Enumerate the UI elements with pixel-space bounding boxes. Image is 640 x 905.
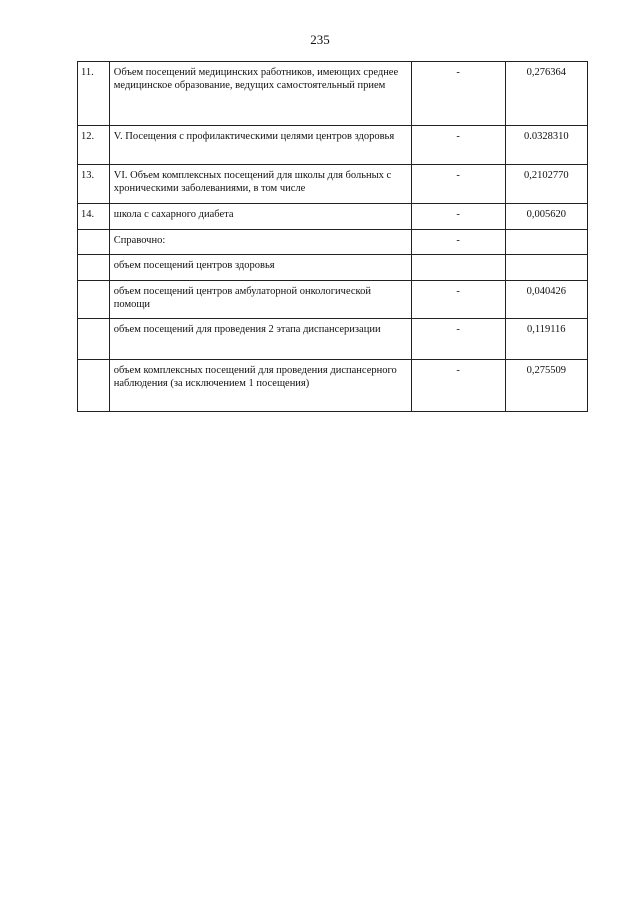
row-value: 0,276364 [505, 62, 587, 126]
table-row [78, 230, 588, 255]
row-value: 0,119116 [505, 319, 587, 360]
row-description: объем посещений центров амбулаторной онкологической помощи [109, 281, 411, 319]
table-row [78, 126, 588, 165]
row-description: V. Посещения с профилактическими целями центров здоровья [109, 126, 411, 165]
table-row [78, 204, 588, 230]
row-number [78, 319, 110, 360]
row-value [505, 255, 587, 281]
row-number: 12. [78, 126, 110, 165]
row-dash: - [411, 204, 505, 230]
row-number: 13. [78, 165, 110, 204]
row-description: объем посещений для проведения 2 этапа диспансеризации [109, 319, 411, 360]
table-row [78, 281, 588, 319]
row-description: Справочно: [109, 230, 411, 255]
data-table [77, 61, 588, 412]
row-value: 0,040426 [505, 281, 587, 319]
row-description: школа с сахарного диабета [109, 204, 411, 230]
row-dash: - [411, 281, 505, 319]
row-dash: - [411, 126, 505, 165]
row-dash: - [411, 165, 505, 204]
row-description: объем комплексных посещений для проведения диспансерного наблюдения (за исключением 1 посещения) [109, 360, 411, 412]
row-dash: - [411, 230, 505, 255]
row-number: 11. [78, 62, 110, 126]
table-row [78, 255, 588, 281]
row-dash: - [411, 360, 505, 412]
table-row [78, 319, 588, 360]
row-number: 14. [78, 204, 110, 230]
row-value: 0.0328310 [505, 126, 587, 165]
row-number [78, 255, 110, 281]
row-dash [411, 255, 505, 281]
row-description: Объем посещений медицинских работников, имеющих среднее медицинское образование, ведущих самостоятельный прием [109, 62, 411, 126]
row-value: 0,275509 [505, 360, 587, 412]
page-number: 235 [310, 32, 330, 47]
row-value: 0,2102770 [505, 165, 587, 204]
table-row [78, 165, 588, 204]
row-description: объем посещений центров здоровья [109, 255, 411, 281]
row-number [78, 360, 110, 412]
table-row [78, 62, 588, 126]
row-value [505, 230, 587, 255]
row-number [78, 230, 110, 255]
row-value: 0,005620 [505, 204, 587, 230]
table-row [78, 360, 588, 412]
row-number [78, 281, 110, 319]
row-description: VI. Объем комплексных посещений для школы для больных с хроническими заболеваниями, в том числе [109, 165, 411, 204]
row-dash: - [411, 62, 505, 126]
row-dash: - [411, 319, 505, 360]
